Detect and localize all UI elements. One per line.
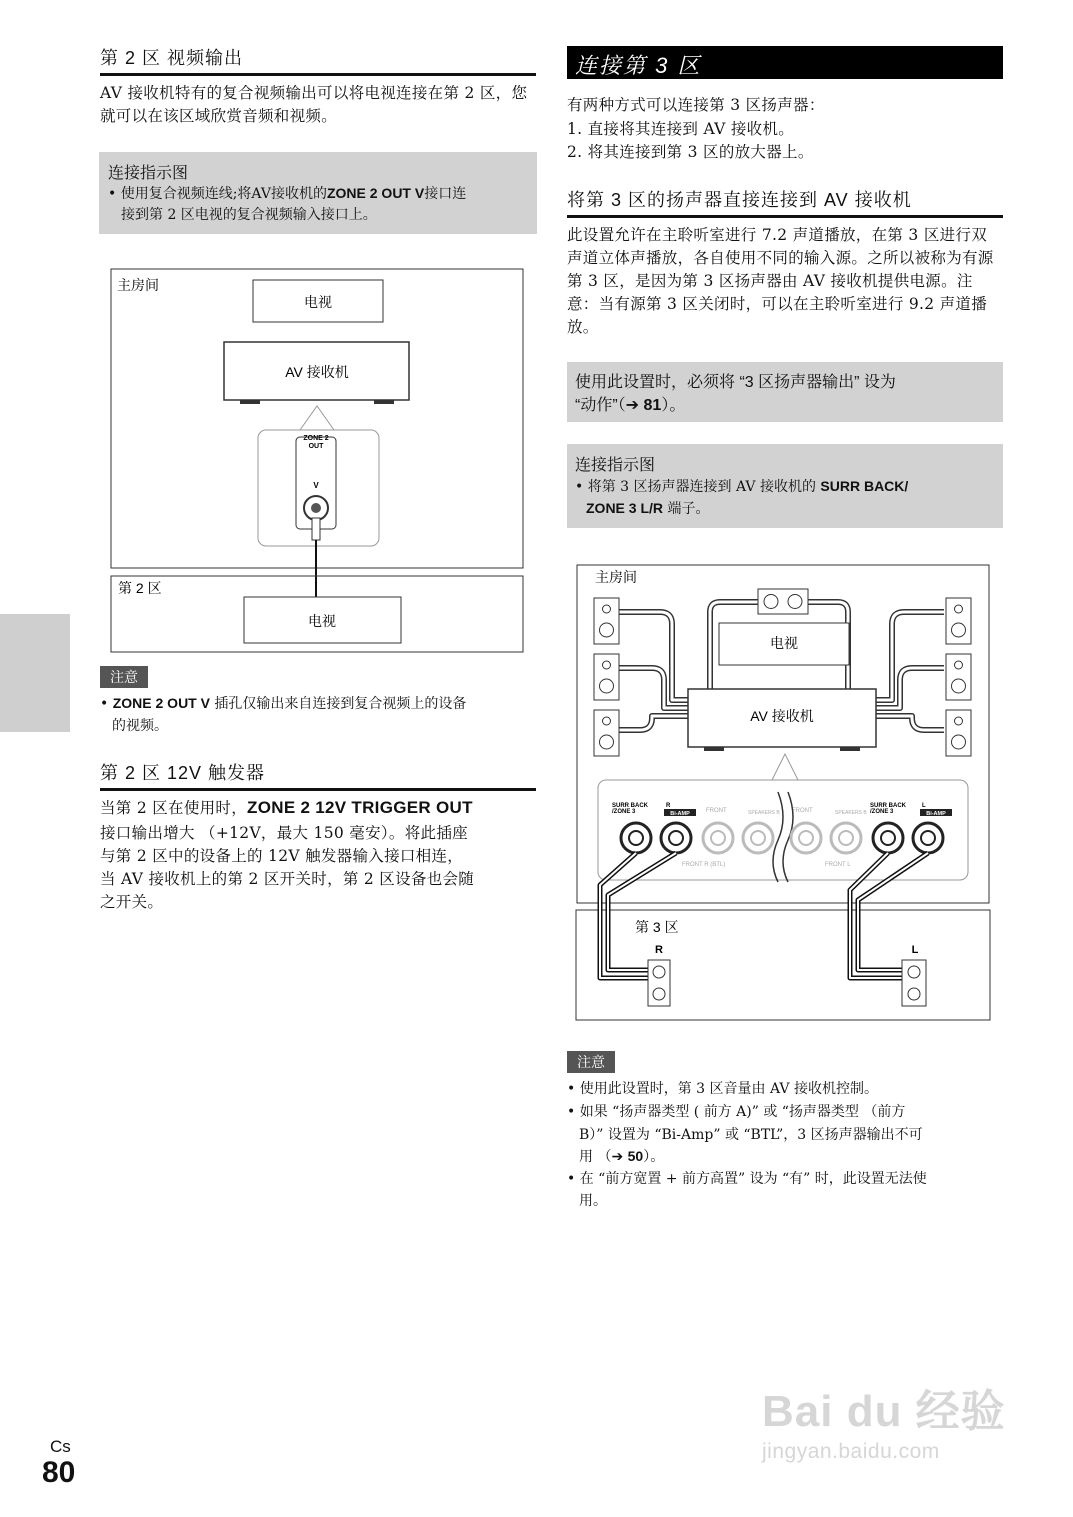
note-right-1: • 使用此设置时，第 3 区音量由 AV 接收机控制。: [567, 1081, 878, 1097]
note-label-right: 注意: [567, 1051, 615, 1073]
terminal-front-r-plus: [703, 823, 733, 853]
note-right-2-line1: • 如果 “扬声器类型 ( 前方 A)” 或 “扬声器类型 （前方: [567, 1104, 906, 1120]
zone3-intro: 有两种方式可以连接第 3 区扬声器：: [567, 96, 825, 114]
receiver-foot-right-right: [840, 747, 860, 751]
terminal-label-r: R: [666, 803, 671, 809]
callout-pointer-right: [772, 754, 798, 780]
speaker-surround-back-right: [946, 710, 971, 756]
note-right-3-line2: 用。: [579, 1193, 607, 1209]
connection-hint-title-zone3: 连接指示图: [575, 457, 656, 474]
receiver-label-right: AV 接收机: [750, 708, 814, 724]
zone3-label: 第 3 区: [635, 919, 679, 935]
terminal-label-biamp: Bi-AMP: [670, 811, 690, 817]
setting-required-box: [567, 362, 1003, 422]
connection-hint-line1: • 使用复合视频连线;将AV接收机的ZONE 2 OUT V接口连: [108, 185, 467, 202]
page-number: 80: [42, 1456, 76, 1489]
terminal-front-r-minus: [743, 823, 773, 853]
zone3-direct-paragraph: 此设置允许在主聆听室进行 7.2 声道播放，在第 3 区进行双声道立体声播放，各自使用不同的输入源。之所以被称为有源第 3 区，是因为第 3 区扬声器由 AV 接收机提供电源。注意：当有源第 3 区关闭时，可以在主聆听室进行 9.2 声道播放。: [567, 226, 994, 336]
receiver-foot-right: [374, 400, 394, 404]
terminal-label-surr-back-l: SURR BACK: [870, 803, 906, 809]
connection-hint-line2: 接到第 2 区电视的复合视频输入接口上。: [121, 207, 377, 223]
front-l-label: FRONT L: [825, 862, 851, 868]
receiver-foot-left-right: [704, 747, 724, 751]
zone3-option-2: 2. 将其连接到第 3 区的放大器上。: [567, 143, 814, 161]
terminal-label-speakers-b-l: SPEAKERS B: [835, 810, 867, 816]
terminal-label-front-l: FRONT: [792, 808, 813, 814]
zone3-speaker-r: [648, 960, 670, 1006]
note-right-2-line2: B）” 设置为 “Bi-Amp” 或 “BTL”，3 区扬声器输出不可: [579, 1127, 923, 1143]
terminal-surr-back-r-plus: [621, 823, 651, 853]
tv-label-right: 电视: [770, 635, 798, 651]
terminal-label-biamp-l: Bi-AMP: [926, 811, 946, 817]
terminal-front-l-plus: [791, 823, 821, 853]
receiver-foot-left: [240, 400, 260, 404]
connection-hint-zone3-line1: • 将第 3 区扬声器连接到 AV 接收机的 SURR BACK/: [575, 478, 909, 495]
connection-hint-title: 连接指示图: [108, 165, 189, 182]
section-title-zone3-direct: 将第 3 区的扬声器直接连接到 AV 接收机: [567, 186, 1003, 218]
terminal-label-surr-back: SURR BACK: [612, 803, 648, 809]
front-r-btl-label: FRONT R (BTL): [682, 862, 726, 868]
footer-lang: Cs: [50, 1437, 71, 1456]
terminal-front-l-minus: [831, 823, 861, 853]
main-room-label: 主房间: [117, 277, 159, 293]
speaker-surround-back-left: [594, 710, 619, 756]
watermark-brand: Bai du 经验: [762, 1387, 1006, 1436]
jack-label-v: V: [313, 481, 319, 490]
watermark-url: jingyan.baidu.com: [762, 1440, 940, 1463]
note-left-line1: • ZONE 2 OUT V 插孔仅输出来自连接到复合视频上的设备: [100, 695, 467, 712]
zone2-video-paragraph: AV 接收机特有的复合视频输出可以将电视连接在第 2 区，您就可以在该区域欣赏音频和视频。: [100, 84, 528, 125]
section-title-zone2-video: 第 2 区 视频输出: [100, 44, 536, 76]
terminal-label-front-r: FRONT: [706, 808, 727, 814]
setting-required-line1: 使用此设置时，必须将 “3 区扬声器输出” 设为: [575, 374, 896, 391]
zone3-option-1: 1. 直接将其连接到 AV 接收机。: [567, 120, 795, 138]
setting-required-line2: “动作”（➔ 81）。: [575, 397, 686, 414]
note-left-line2: 的视频。: [112, 718, 168, 734]
note-right-2-line3: 用 （➔ 50）。: [579, 1148, 665, 1165]
section-bar-zone3: 连接第 3 区: [567, 46, 1003, 79]
speaker-surround-right: [946, 654, 971, 700]
jack-label-out: OUT: [308, 443, 324, 450]
note-right-3-line1: • 在 “前方宽置 + 前方高置” 设为 “有” 时，此设置无法使: [567, 1171, 927, 1187]
terminal-label-zone3: /ZONE 3: [612, 809, 636, 815]
terminal-label-l: L: [922, 803, 926, 809]
zone2-label: 第 2 区: [118, 580, 162, 596]
connection-hint-zone3-line2: ZONE 3 L/R 端子。: [586, 500, 710, 517]
zone2-trigger-line4: 当 AV 接收机上的第 2 区开关时，第 2 区设备也会随: [100, 870, 475, 888]
speaker-surround-left: [594, 654, 619, 700]
terminal-surr-back-r-minus: [661, 823, 691, 853]
zone3-speaker-diagram: [560, 560, 1000, 1030]
speaker-front-left: [594, 598, 619, 644]
zone2-trigger-line5: 之开关。: [100, 893, 164, 911]
zone2-video-diagram: [0, 0, 540, 660]
zone3-speaker-r-label: R: [655, 944, 663, 956]
terminal-label-zone3-l: /ZONE 3: [870, 809, 894, 815]
receiver-label: AV 接收机: [285, 364, 349, 380]
zone3-speaker-l: [902, 960, 926, 1006]
zone2-trigger-line1: 当第 2 区在使用时，ZONE 2 12V TRIGGER OUT: [100, 798, 473, 817]
tv-label: 电视: [304, 294, 332, 310]
rca-jack-inner: [311, 503, 321, 513]
zone2-tv-label: 电视: [308, 613, 336, 629]
speaker-front-right: [946, 598, 971, 644]
terminal-surr-back-l-minus: [913, 823, 943, 853]
callout-pointer: [300, 406, 334, 430]
main-room-label-right: 主房间: [595, 569, 637, 585]
connection-hint-box-zone3: [567, 444, 1003, 528]
zone2-trigger-line3: 与第 2 区中的设备上的 12V 触发器输入接口相连，: [100, 847, 464, 865]
rca-plug: [312, 518, 320, 540]
jack-label-zone2: ZONE 2: [303, 435, 329, 442]
zone2-trigger-line2: 接口输出增大 （+12V，最大 150 毫安）。将此插座: [100, 824, 468, 842]
terminal-label-speakers-b-r: SPEAKERS B: [748, 810, 780, 816]
section-title-zone2-trigger: 第 2 区 12V 触发器: [100, 759, 536, 791]
speaker-center: [758, 589, 808, 614]
terminal-surr-back-l-plus: [873, 823, 903, 853]
zone3-speaker-l-label: L: [911, 944, 919, 956]
note-label-left: 注意: [100, 666, 148, 688]
